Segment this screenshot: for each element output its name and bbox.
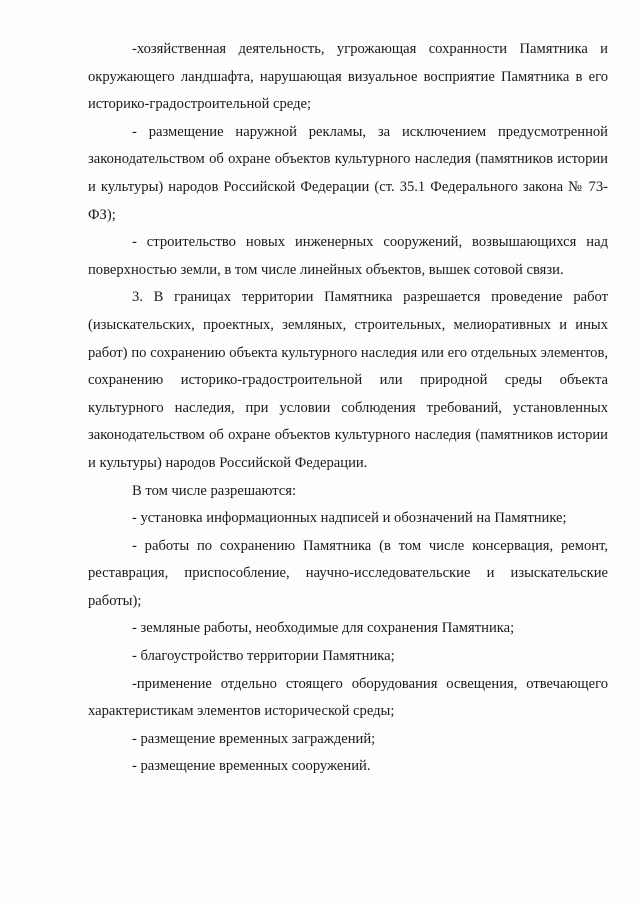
- paragraph-permitted-intro: В том числе разрешаются:: [132, 482, 297, 499]
- paragraph-engineering-structures: - строительство новых инженерных сооружений, возвышающихся над поверхностью земли, в том числе линейных объектов, вышек сотовой связи.: [88, 234, 608, 278]
- paragraph-preservation-works: - работы по сохранению Памятника (в том числе консервация, ремонт, реставрация, приспособление, научно-исследовательские и изыскательские работы);: [88, 537, 608, 609]
- paragraph-economic-activity: -хозяйственная деятельность, угрожающая сохранности Памятника и окружающего ландшафта, нарушающая визуальное восприятие Памятника в его историко-градостроительной среде;: [88, 41, 608, 113]
- document-body: [88, 36, 608, 781]
- paragraph-info-signs: - установка информационных надписей и обозначений на Памятнике;: [132, 510, 567, 527]
- paragraph-section-3: 3. В границах территории Памятника разрешается проведение работ (изыскательских, проектных, земляных, строительных, мелиоративных и иных работ) по сохранению объекта культурного наследия или его отдельных элементов, сохранению историко-градостроительной или природной среды объекта культурного наследия, при условии соблюдения требований, установленных законодательством об охране объектов культурного наследия (памятников истории и культуры) народов Российской Федерации.: [88, 289, 608, 471]
- paragraph-outdoor-advertising: - размещение наружной рекламы, за исключением предусмотренной законодательством об охране объектов культурного наследия (памятников истории и культуры) народов Российской Федерации (ст. 35.1 Федерального закона № 73-ФЗ);: [88, 123, 608, 223]
- paragraph-temporary-fences: - размещение временных заграждений;: [132, 730, 376, 747]
- paragraph-landscaping: - благоустройство территории Памятника;: [132, 648, 395, 665]
- paragraph-temporary-structures: - размещение временных сооружений.: [132, 758, 371, 775]
- paragraph-earthworks: - земляные работы, необходимые для сохранения Памятника;: [132, 620, 515, 637]
- paragraph-lighting: -применение отдельно стоящего оборудования освещения, отвечающего характеристикам элементов исторической среды;: [88, 675, 608, 720]
